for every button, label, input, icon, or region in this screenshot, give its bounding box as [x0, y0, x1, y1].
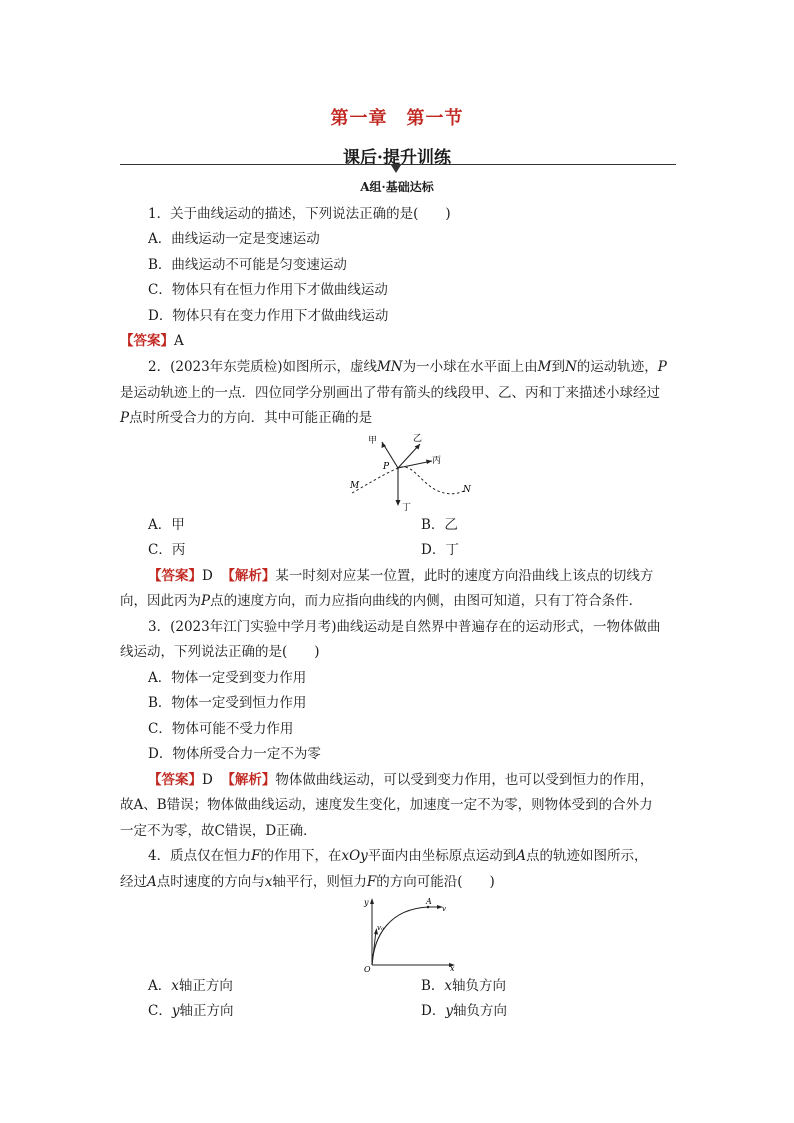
q2-stem-line-1: 2．(2023年东莞质检)如图所示，虚线MN为一小球在水平面上由M到N的运动轨迹，P [148, 359, 667, 375]
label-bing: 丙 [432, 456, 442, 466]
q3-analysis-line-2: 故A、B错误；物体做曲线运动，速度发生变化，加速度一定不为零，则物体受到的合外力 [120, 797, 653, 813]
group-title: A组·基础达标 [360, 180, 434, 194]
q3-option-d: D．物体所受合力一定不为零 [148, 746, 321, 762]
q2-answer-analysis-line-1: 【答案】D 【解析】某一时刻对应某一位置，此时的速度方向沿曲线上该点的切线方 [148, 568, 654, 584]
q4-coordinate-figure [360, 895, 460, 973]
label-yi: 乙 [413, 434, 423, 444]
label-v0: v₀ [377, 924, 384, 932]
section-subtitle: 课后·提升训练 [343, 148, 451, 168]
q3-answer-analysis-line-1: 【答案】D 【解析】物体做曲线运动，可以受到变力作用，也可以受到恒力的作用， [148, 772, 654, 788]
q3-stem-line-2: 线运动，下列说法正确的是( ) [120, 644, 320, 660]
label-m: M [350, 481, 360, 491]
header-rule-marker [391, 165, 401, 173]
label-jia: 甲 [368, 436, 378, 446]
label-v: v [442, 905, 446, 913]
q2-analysis-line-2: 向，因此丙为P点的速度方向，而力应指向曲线的内侧，由图可知道，只有丁符合条件． [120, 593, 643, 609]
q3-analysis-line-3: 一定不为零，故C错误，D正确． [120, 823, 317, 839]
q4-stem-line-2: 经过A点时速度的方向与x轴平行，则恒力F的方向可能沿( ) [120, 874, 495, 890]
q1-option-d: D．物体只有在变力作用下才做曲线运动 [148, 308, 389, 324]
q4-option-d: D．y轴负方向 [421, 1003, 507, 1019]
label-x-axis: x [450, 964, 455, 973]
q1-option-c: C．物体只有在恒力作用下才做曲线运动 [148, 282, 388, 298]
q1-option-a: A．曲线运动一定是变速运动 [148, 231, 320, 247]
trajectory-o-to-a [372, 907, 428, 965]
q2-stem-line-2: 是运动轨迹上的一点．四位同学分别画出了带有箭头的线段甲、乙、丙和丁来描述小球经过 [120, 385, 660, 401]
q2-option-c: C．丙 [148, 542, 186, 558]
v0-arrow [372, 931, 376, 965]
q2-option-a: A．甲 [148, 517, 185, 533]
q3-option-a: A．物体一定受到变力作用 [148, 670, 307, 686]
q3-option-c: C．物体可能不受力作用 [148, 721, 294, 737]
q2-option-b: B．乙 [421, 517, 458, 533]
label-y-axis: y [364, 898, 369, 907]
chapter-title: 第一章 第一节 [330, 108, 464, 129]
label-n: N [463, 485, 471, 495]
label-p: P [383, 462, 390, 472]
q1-answer [120, 331, 184, 351]
q4-option-b: B．x轴负方向 [421, 978, 507, 994]
trajectory-curve [352, 467, 466, 494]
q4-option-a: A．x轴正方向 [148, 978, 233, 994]
q4-option-c: C．y轴正方向 [148, 1003, 234, 1019]
q2-option-d: D．丁 [421, 542, 459, 558]
q2-stem-line-3: P点时所受合力的方向．其中可能正确的是 [120, 410, 373, 426]
q1-option-b: B．曲线运动不可能是匀变速运动 [148, 257, 347, 273]
answer-label: 【答案】 [120, 333, 174, 349]
q3-stem-line-1: 3．(2023年江门实验中学月考)曲线运动是自然界中普遍存在的运动形式，一物体做曲 [148, 619, 661, 635]
q3-option-b: B．物体一定受到恒力作用 [148, 695, 307, 711]
answer-value: A [174, 333, 184, 349]
label-a: A [426, 897, 432, 906]
label-ding: 丁 [402, 503, 412, 513]
q1-stem: 1．关于曲线运动的描述，下列说法正确的是( ) [148, 206, 451, 222]
q4-stem-line-1: 4．质点仅在恒力F的作用下，在xOy平面内由坐标原点运动到A点的轨迹如图所示， [148, 848, 648, 864]
label-origin: O [364, 965, 371, 973]
q2-trajectory-figure [340, 430, 480, 514]
